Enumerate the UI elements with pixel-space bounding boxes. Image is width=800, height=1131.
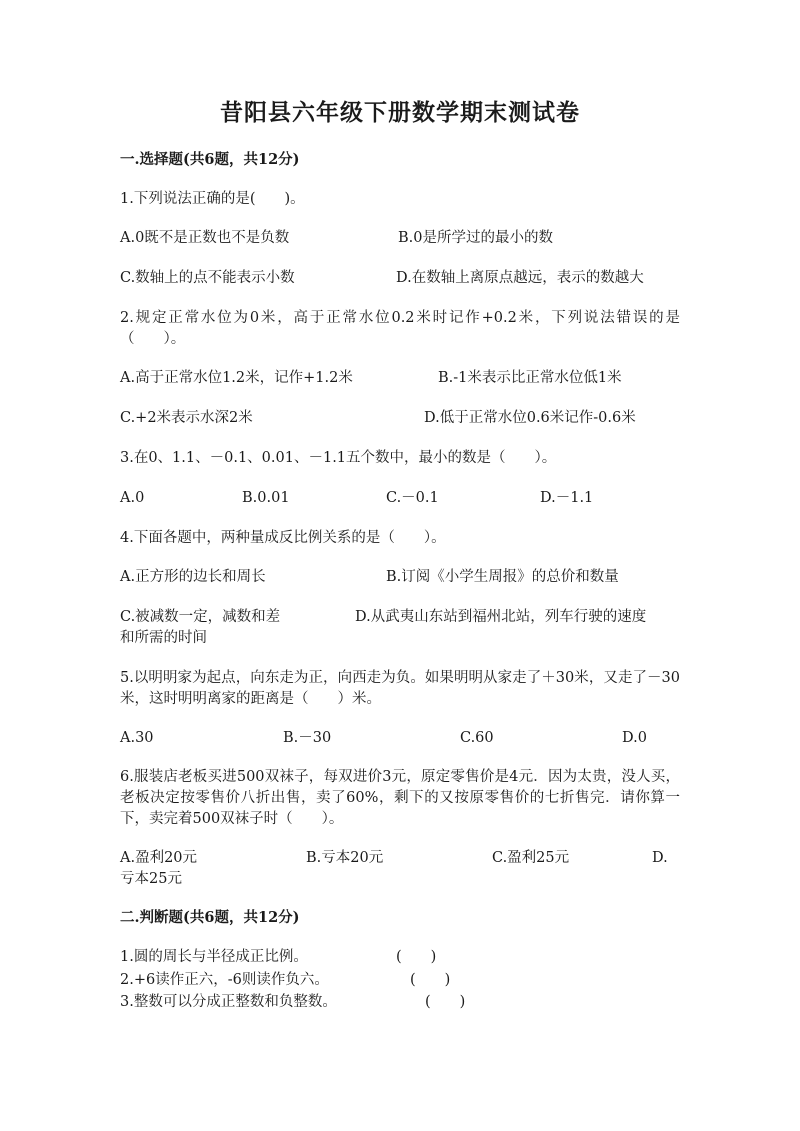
question-6-option-d: D. (652, 850, 668, 866)
question-4-option-d: D.从武夷山东站到福州北站，列车行驶的速度 (355, 609, 647, 625)
question-5-option-a: A.30 (120, 730, 154, 746)
question-5-option-b: B.－30 (283, 730, 332, 746)
question-6-option-a: A.盈利20元 (120, 850, 198, 866)
question-1-option-a: A.0既不是正数也不是负数 (120, 230, 290, 246)
section-heading-choice: 一.选择题(共6题，共12分) (120, 151, 300, 168)
judgement-item-3-blank: ( ) (425, 994, 466, 1010)
question-3-option-a: A.0 (120, 490, 145, 506)
question-6-option-d-continued: 亏本25元 (120, 871, 182, 887)
question-4-option-c: C.被减数一定，减数和差 (120, 609, 281, 625)
question-3-option-d: D.－1.1 (540, 490, 594, 506)
question-4-option-d-continued: 和所需的时间 (120, 630, 207, 646)
question-2-option-b: B.-1米表示比正常水位低1米 (438, 370, 622, 386)
question-1-option-d: D.在数轴上离原点越远，表示的数越大 (396, 270, 644, 286)
judgement-item-1-blank: ( ) (396, 949, 437, 965)
question-2-stem: 2.规定正常水位为0米，高于正常水位0.2米时记作+0.2米，下列说法错误的是（ ）。 (120, 310, 680, 347)
question-6-option-c: C.盈利25元 (492, 850, 570, 866)
question-2-option-a: A.高于正常水位1.2米，记作+1.2米 (120, 370, 353, 386)
question-4-option-b: B.订阅《小学生周报》的总价和数量 (386, 569, 619, 585)
question-5-option-d: D.0 (622, 730, 647, 746)
question-6-stem: 6.服装店老板买进500双袜子，每双进价3元，原定零售价是4元．因为太贵，没人买，老板决定按零售价八折出售，卖了60%，剩下的又按原零售价的七折售完．请你算一下，卖完着500双袜子时（ ）。 (120, 769, 680, 827)
question-1-stem: 1.下列说法正确的是( )。 (120, 191, 305, 207)
question-3-option-c: C.－0.1 (386, 490, 439, 506)
question-5-stem: 5.以明明家为起点，向东走为正，向西走为负。如果明明从家走了＋30米，又走了－30米，这时明明离家的距离是（ ）米。 (120, 670, 680, 707)
question-1-option-c: C.数轴上的点不能表示小数 (120, 270, 295, 286)
judgement-item-2-blank: ( ) (410, 972, 451, 988)
exam-title: 昔阳县六年级下册数学期末测试卷 (220, 99, 580, 126)
question-2-option-d: D.低于正常水位0.6米记作-0.6米 (424, 410, 636, 426)
question-4-option-a: A.正方形的边长和周长 (120, 569, 266, 585)
question-6-option-b: B.亏本20元 (306, 850, 384, 866)
judgement-item-3: 3.整数可以分成正整数和负整数。 (120, 994, 337, 1010)
question-2-option-c: C.+2米表示水深2米 (120, 410, 253, 426)
question-3-stem: 3.在0、1.1、－0.1、0.01、－1.1五个数中，最小的数是（ ）。 (120, 450, 557, 466)
question-4-stem: 4.下面各题中，两种量成反比例关系的是（ ）。 (120, 530, 446, 546)
question-1-option-b: B.0是所学过的最小的数 (398, 230, 553, 246)
section-heading-judgement: 二.判断题(共6题，共12分) (120, 909, 300, 926)
question-3-option-b: B.0.01 (242, 490, 290, 506)
question-5-option-c: C.60 (460, 730, 494, 746)
judgement-item-2: 2.+6读作正六，-6则读作负六。 (120, 972, 329, 988)
judgement-item-1: 1.圆的周长与半径成正比例。 (120, 949, 308, 965)
